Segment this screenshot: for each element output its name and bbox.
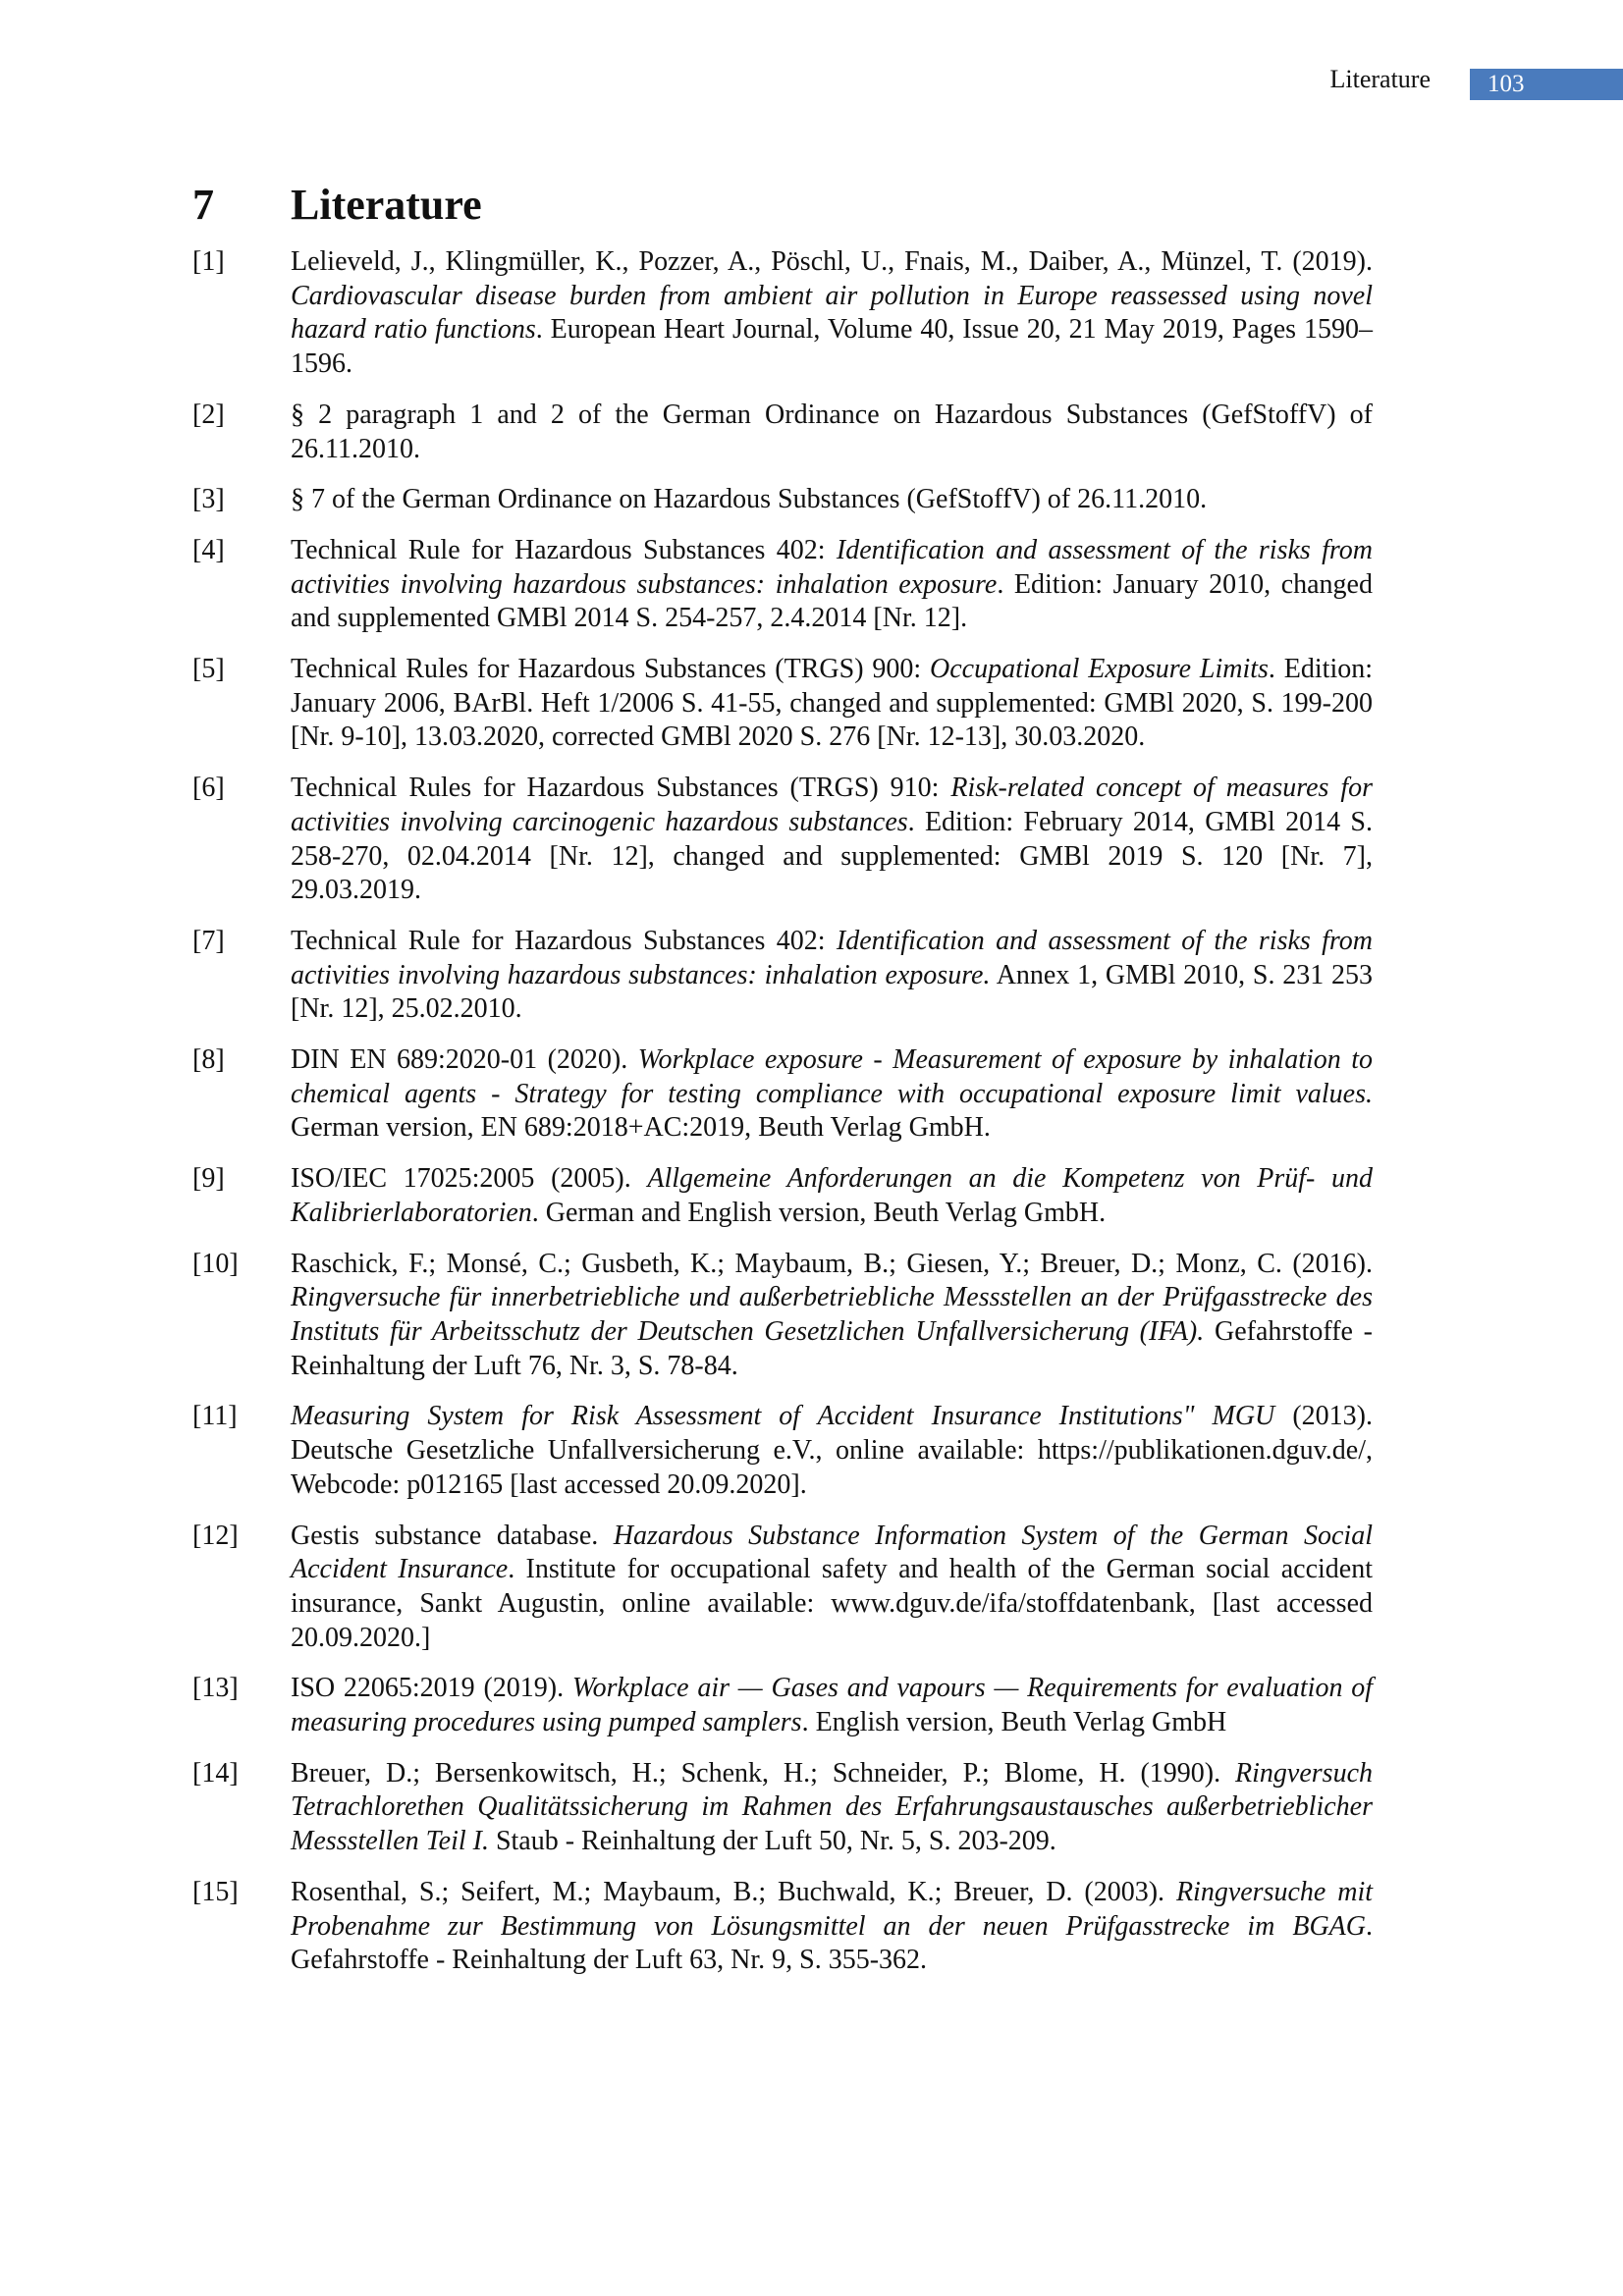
reference-title-italic: Ringversuche mit Probenahme zur Bestimmung von Lösungsmittel an der neuen Prüfgasstrecke im BGAG <box>291 1876 1373 1942</box>
reference-number: [6] <box>192 773 225 804</box>
reference-title-italic: Occupational Exposure Limits <box>930 654 1269 685</box>
reference-item <box>192 1248 1373 1384</box>
reference-text <box>291 1520 1373 1656</box>
reference-text-segment: DIN EN 689:2020-01 (2020). <box>291 1044 638 1076</box>
reference-text-segment: . Gefahrstoffe - Reinhaltung der Luft 63, Nr. 9, S. 355-362. <box>291 1910 1373 1976</box>
reference-item <box>192 483 1373 517</box>
reference-number: [13] <box>192 1673 239 1704</box>
reference-number: [5] <box>192 654 225 685</box>
reference-item <box>192 245 1373 382</box>
reference-number: [4] <box>192 534 225 565</box>
reference-text-segment: Gefahrstoffe - Reinhaltung der Luft 76, Nr. 3, S. 78-84. <box>291 1315 1373 1381</box>
reference-text-segment: Technical Rules for Hazardous Substances (TRGS) 900: <box>291 654 931 685</box>
reference-number: [8] <box>192 1044 225 1076</box>
reference-text <box>291 1400 1373 1502</box>
reference-text <box>291 653 1373 755</box>
reference-text <box>291 1248 1373 1384</box>
reference-text-segment: Annex 1, GMBl 2010, S. 231 253 [Nr. 12], 25.02.2010. <box>291 959 1373 1025</box>
reference-text-segment: § 2 paragraph 1 and 2 of the German Ordinance on Hazardous Substances (GefStoffV) of 26.11.2010. <box>291 399 1373 464</box>
chapter-heading <box>192 180 482 232</box>
reference-item <box>192 1520 1373 1656</box>
reference-text-segment: Raschick, F.; Monsé, C.; Gusbeth, K.; Maybaum, B.; Giesen, Y.; Breuer, D.; Monz, C. (2016). <box>291 1248 1373 1279</box>
reference-text-segment: German version, EN 689:2018+AC:2019, Beuth Verlag GmbH. <box>291 1112 991 1144</box>
running-header-title: Literature <box>1329 65 1431 93</box>
reference-text <box>291 534 1373 636</box>
reference-number: [9] <box>192 1163 225 1195</box>
reference-title-italic: Workplace air — Gases and vapours — Requirements for evaluation of measuring procedures using pumped samplers <box>291 1673 1374 1738</box>
reference-title-italic: Measuring System for Risk Assessment of Accident Insurance Institutions" MGU <box>291 1401 1275 1432</box>
reference-text <box>291 399 1373 466</box>
reference-title-italic: Ringversuche für innerbetriebliche und außerbetriebliche Messstellen an der Prüfgasstrecke des Instituts für Arbeitsschutz der Deutschen Gesetzlichen Unfallversicherung (IFA). <box>291 1282 1373 1347</box>
reference-number: [11] <box>192 1401 238 1432</box>
chapter-title: Literature <box>291 181 482 230</box>
reference-item <box>192 534 1373 636</box>
reference-text-segment: . German and English version, Beuth Verlag GmbH. <box>531 1197 1107 1228</box>
reference-text <box>291 1043 1373 1146</box>
reference-text-segment: . Edition: February 2014, GMBl 2014 S. 258-270, 02.04.2014 [Nr. 12], changed and supplemented: GMBl 2019 S. 120 [Nr. 7], 29.03.2019. <box>291 806 1373 906</box>
reference-text-segment: (2013). Deutsche Gesetzliche Unfallversicherung e.V., online available: https://publikationen.dguv.de/, Webcode: p012165 [last accessed 20.09.2020]. <box>291 1401 1373 1500</box>
reference-text-segment: Breuer, D.; Bersenkowitsch, H.; Schenk, H.; Schneider, P.; Blome, H. (1990). <box>291 1757 1236 1789</box>
reference-text-segment: . European Heart Journal, Volume 40, Issue 20, 21 May 2019, Pages 1590–1596. <box>291 314 1373 380</box>
page-number-badge: 103 <box>1470 69 1623 100</box>
reference-text <box>291 483 1373 517</box>
reference-title-italic: Risk-related concept of measures for activities involving carcinogenic hazardous substances <box>291 773 1374 837</box>
reference-item <box>192 772 1373 908</box>
reference-title-italic: Workplace exposure - Measurement of exposure by inhalation to chemical agents - Strategy for testing compliance with occupational exposure limit values. <box>291 1044 1373 1109</box>
reference-text-segment: Technical Rule for Hazardous Substances 402: <box>291 925 837 956</box>
reference-text-segment: Staub - Reinhaltung der Luft 50, Nr. 5, S. 203-209. <box>488 1826 1056 1857</box>
reference-text-segment: . Edition: January 2006, BArBl. Heft 1/2006 S. 41-55, changed and supplemented: GMBl 2020, S. 199-200 [Nr. 9-10], 13.03.2020, corrected GMBl 2020 S. 276 [Nr. 12-13], 30.03.2020. <box>291 654 1374 753</box>
reference-text-segment: Gestis substance database. <box>291 1520 614 1551</box>
reference-title-italic: Identification and assessment of the risks from activities involving hazardous substances: inhalation exposure. <box>291 925 1373 990</box>
reference-number: [12] <box>192 1520 239 1551</box>
reference-title-italic: Cardiovascular disease burden from ambient air pollution in Europe reassessed using novel hazard ratio functions <box>291 280 1373 346</box>
reference-number: [1] <box>192 246 225 277</box>
reference-item <box>192 925 1373 1027</box>
reference-text-segment: Rosenthal, S.; Seifert, M.; Maybaum, B.; Buchwald, K.; Breuer, D. (2003). <box>291 1876 1176 1907</box>
reference-text-segment: . Edition: January 2010, changed and supplemented GMBl 2014 S. 254-257, 2.4.2014 [Nr. 12]. <box>291 568 1373 634</box>
reference-title-italic: Allgemeine Anforderungen an die Kompetenz von Prüf- und Kalibrierlaboratorien <box>291 1163 1373 1228</box>
reference-text-segment: Technical Rules for Hazardous Substances (TRGS) 910: <box>291 773 951 804</box>
reference-number: [2] <box>192 399 225 430</box>
reference-item <box>192 653 1373 755</box>
reference-number: [15] <box>192 1876 239 1907</box>
reference-text-segment: § 7 of the German Ordinance on Hazardous Substances (GefStoffV) of 26.11.2010. <box>291 484 1208 515</box>
reference-text-segment: . Institute for occupational safety and health of the German social accident insurance, Sankt Augustin, online available: www.dguv.de/ifa/stoffdatenbank, [last accessed 20.09.2020.] <box>291 1554 1374 1653</box>
reference-title-italic: Hazardous Substance Information System of the German Social Accident Insurance <box>291 1520 1373 1585</box>
reference-text-segment: ISO 22065:2019 (2019). <box>291 1673 572 1704</box>
reference-number: [10] <box>192 1248 239 1279</box>
reference-item <box>192 1672 1373 1739</box>
reference-text <box>291 1672 1373 1739</box>
reference-number: [14] <box>192 1757 239 1789</box>
reference-text <box>291 925 1373 1027</box>
reference-text <box>291 1757 1373 1859</box>
reference-text <box>291 245 1373 382</box>
chapter-number: 7 <box>192 181 214 230</box>
reference-item <box>192 1876 1373 1978</box>
reference-item <box>192 1400 1373 1502</box>
reference-item <box>192 1162 1373 1230</box>
reference-number: [7] <box>192 925 225 956</box>
reference-text <box>291 1162 1373 1230</box>
reference-item <box>192 1043 1373 1146</box>
reference-text-segment: Lelieveld, J., Klingmüller, K., Pozzer, A., Pöschl, U., Fnais, M., Daiber, A., Münzel, T. (2019). <box>291 246 1373 277</box>
reference-item <box>192 399 1373 466</box>
reference-title-italic: Ringversuch Tetrachlorethen Qualitätssicherung im Rahmen des Erfahrungsaustausches außerbetrieblicher Messstellen Teil I. <box>291 1757 1373 1857</box>
reference-item <box>192 1757 1373 1859</box>
reference-title-italic: Identification and assessment of the risks from activities involving hazardous substances: inhalation exposure <box>291 534 1373 600</box>
reference-text-segment: . English version, Beuth Verlag GmbH <box>801 1707 1227 1738</box>
reference-number: [3] <box>192 484 225 515</box>
reference-list <box>192 245 1373 1995</box>
reference-text <box>291 1876 1373 1978</box>
reference-text-segment: Technical Rule for Hazardous Substances 402: <box>291 534 837 565</box>
reference-text <box>291 772 1373 908</box>
reference-text-segment: ISO/IEC 17025:2005 (2005). <box>291 1163 648 1195</box>
